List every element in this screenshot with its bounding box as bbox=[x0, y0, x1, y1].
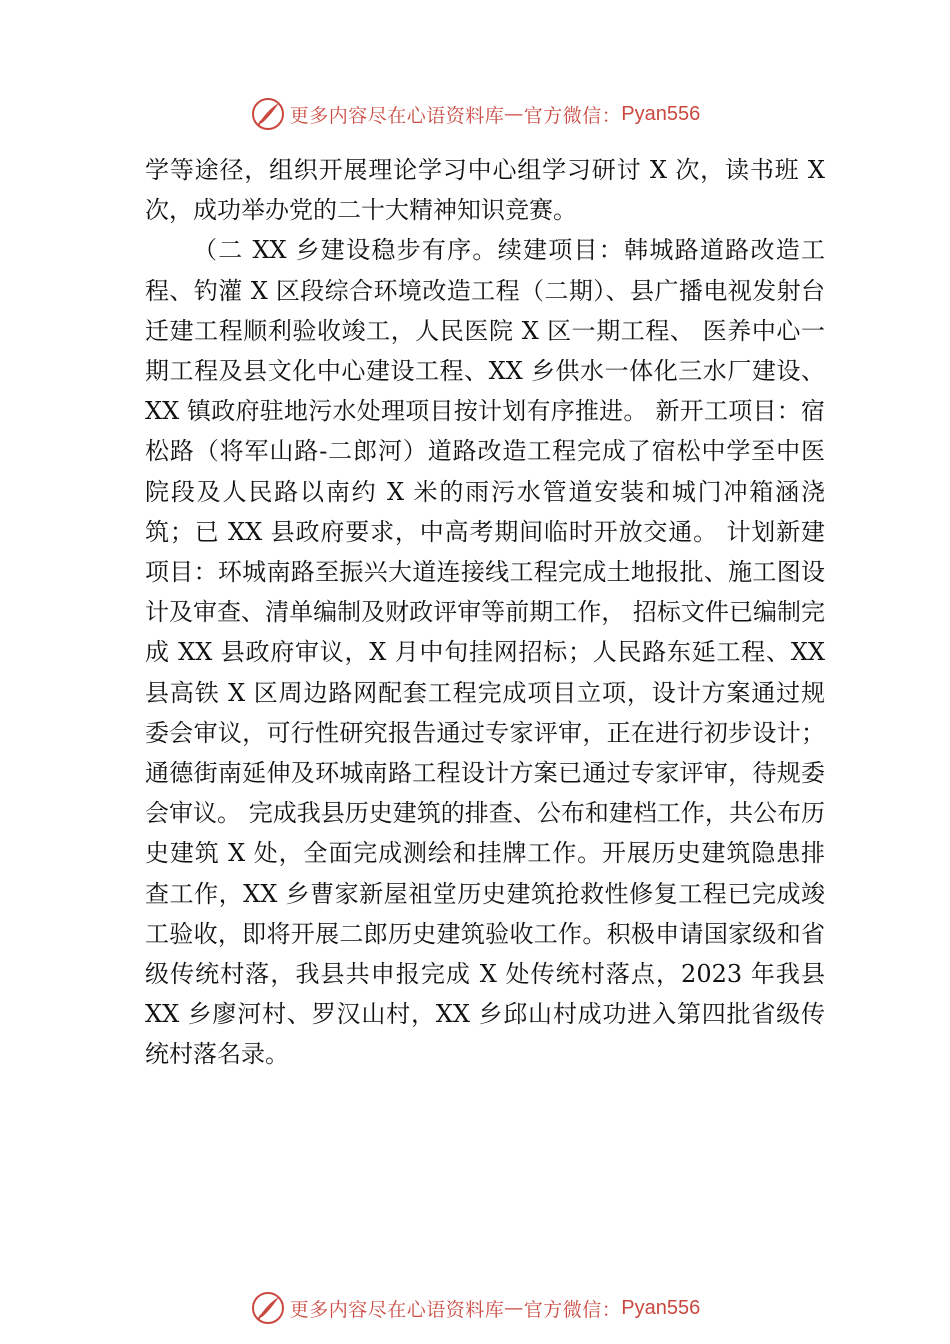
document-body bbox=[145, 150, 825, 1075]
watermark-wechat-id: Pyan556 bbox=[621, 1296, 701, 1319]
quill-seal-icon bbox=[250, 96, 286, 132]
header-watermark bbox=[0, 94, 950, 134]
watermark-suffix: 官方微信： bbox=[523, 1298, 622, 1321]
watermark-text: 更多内容尽在心语资料库 bbox=[289, 104, 505, 127]
watermark-wechat-id: Pyan556 bbox=[621, 102, 701, 125]
watermark-separator: — bbox=[504, 1297, 524, 1319]
watermark-separator: — bbox=[504, 103, 524, 125]
paragraph-1: 学等途径，组织开展理论学习中心组学习研讨 X 次，读书班 X 次，成功举办党的二十大精神知识竞赛。 bbox=[145, 156, 825, 225]
footer-watermark bbox=[0, 1288, 950, 1328]
quill-seal-icon bbox=[250, 1290, 286, 1326]
paragraph-2: （二 XX 乡建设稳步有序。续建项目：韩城路道路改造工程、钓灌 X 区段综合环境改造工程（二期）、县广播电视发射台迁建工程顺利验收竣工，人民医院 X 区一期工程、 医养中心一期工程及县文化中心建设工程、XX 乡供水一体化三水厂建设、XX 镇政府驻地污水处理项目按计划有序推进。 新开工项目：宿松路（将军山路-二郎河）道路改造工程完成了宿松中学至中医院段及人民路以南约 X 米的雨污水管道安装和城门冲箱涵浇筑；已 XX 县政府要求，中高考期间临时开放交通。 计划新建项目：环城南路至振兴大道连接线工程完成土地报批、施工图设计及审查、清单编制及财政评审等前期工作， 招标文件已编制完成 XX 县政府审议，X 月中旬挂网招标；人民路东延工程、XX 县高铁 X 区周边路网配套工程完成项目立项，设计方案通过规委会审议，可行性研究报告通过专家评审，正在进行初步设计；通德街南延伸及环城南路工程设计方案已通过专家评审，待规委会审议。 完成我县历史建筑的排查、公布和建档工作，共公布历史建筑 X 处，全面完成测绘和挂牌工作。开展历史建筑隐患排查工作，XX 乡曹家新屋祖堂历史建筑抢救性修复工程已完成竣工验收，即将开展二郎历史建筑验收工作。积极申请国家级和省级传统村落，我县共申报完成 X 处传统村落点，2023 年我县 XX 乡廖河村、罗汉山村，XX 乡邱山村成功进入第四批省级传统村落名录。 bbox=[145, 236, 825, 1069]
watermark-text: 更多内容尽在心语资料库 bbox=[289, 1298, 505, 1321]
watermark-suffix: 官方微信： bbox=[523, 104, 622, 127]
